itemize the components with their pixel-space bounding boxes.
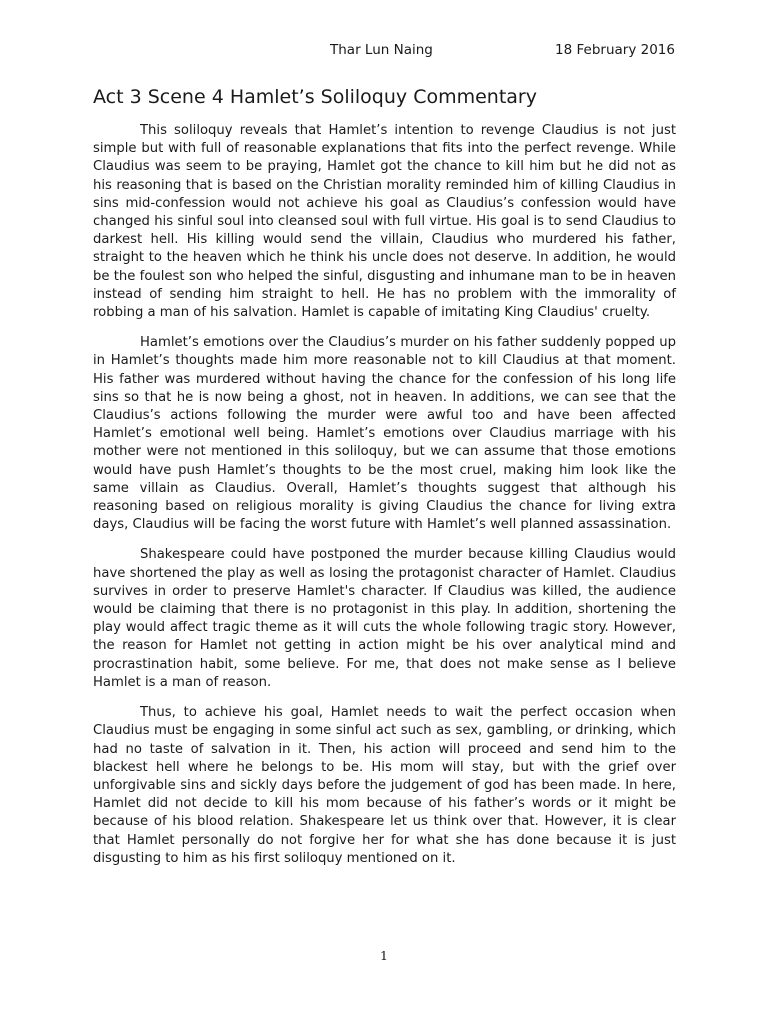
page-header (0, 42, 768, 62)
body-paragraph: Shakespeare could have postponed the murder because killing Claudius would have shortened the play as well as losing the protagonist character of Hamlet. Claudius survives in order to preserve Hamlet's character. If Claudius was killed, the audience would be claiming that there is no protagonist in this play. In addition, shortening the play would affect tragic theme as it will cuts the whole following tragic story. However, the reason for Hamlet not getting in action might be his over analytical mind and procrastination habit, some believe. For me, that does not make sense as I believe Hamlet is a man of reason. (93, 547, 676, 690)
document-date: 18 February 2016 (555, 42, 675, 58)
body-paragraph: This soliloquy reveals that Hamlet’s intention to revenge Claudius is not just simple but with full of reasonable explanations that fits into the perfect revenge. While Claudius was seem to be praying, Hamlet got the chance to kill him but he did not as his reasoning that is based on the Christian morality reminded him of killing Claudius in sins mid-confession would not achieve his goal as Claudius’s confession would have changed his sinful soul into cleansed soul with full virtue. His goal is to send Claudius to darkest hell. His killing would send the villain, Claudius who murdered his father, straight to the heaven which he think his uncle does not deserve. In addition, he would be the foulest son who helped the sinful, disgusting and inhumane man to be in heaven instead of sending him straight to hell. He has no problem with the immorality of robbing a man of his salvation. Hamlet is capable of imitating King Claudius' cruelty. (93, 123, 676, 321)
body-paragraph: Thus, to achieve his goal, Hamlet needs to wait the perfect occasion when Claudius must be engaging in some sinful act such as sex, gambling, or drinking, which had no taste of salvation in it. Then, his action will proceed and send him to the blackest hell where he belongs to be. His mom will stay, but with the grief over unforgivable sins and sickly days before the judgement of god has been made. In here, Hamlet did not decide to kill his mom because of his father’s words or it might be because of his blood relation. Shakespeare let us think over that. However, it is clear that Hamlet personally do not forgive her for what she has done because it is just disgusting to him as his first soliloquy mentioned on it. (93, 705, 676, 866)
document-title: Act 3 Scene 4 Hamlet’s Soliloquy Commentary (93, 86, 537, 108)
body-paragraph: Hamlet’s emotions over the Claudius’s murder on his father suddenly popped up in Hamlet’s thoughts made him more reasonable not to kill Claudius at that moment. His father was murdered without having the chance for the confession of his long life sins so that he is now being a ghost, not in heaven. In additions, we can see that the Claudius’s actions following the murder were awful too and have been affected Hamlet’s emotional well being. Hamlet’s emotions over Claudius marriage with his mother were not mentioned in this soliloquy, but we can assume that those emotions would have push Hamlet’s thoughts to be the most cruel, making him look like the same villain as Claudius. Overall, Hamlet’s thoughts suggest that although his reasoning based on religious morality is giving Claudius the chance for living extra days, Claudius will be facing the worst future with Hamlet’s well planned assassination. (93, 335, 676, 533)
page-number: 1 (380, 948, 388, 963)
document-body (93, 122, 676, 880)
author-name: Thar Lun Naing (330, 42, 433, 58)
